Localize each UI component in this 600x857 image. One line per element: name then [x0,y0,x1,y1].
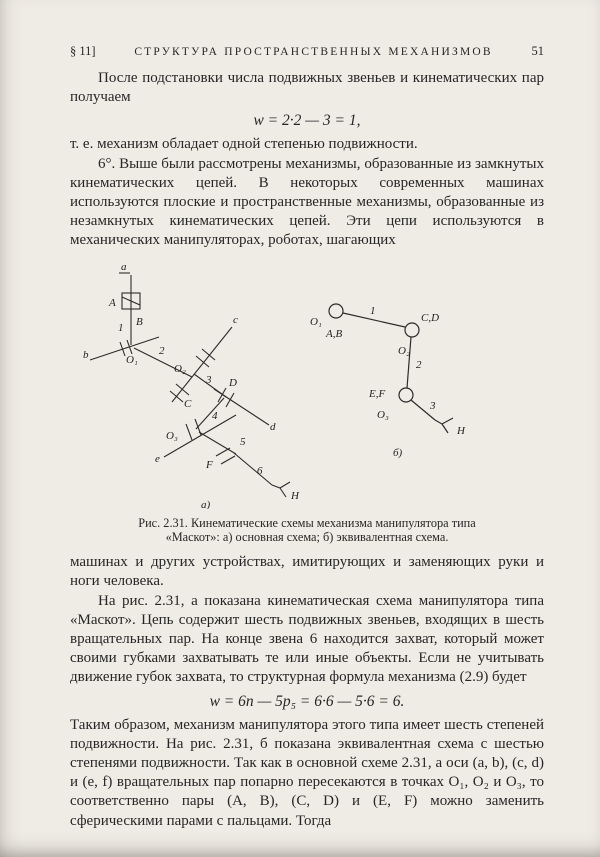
label-axis-c: c [233,313,238,326]
label-joint-D: D [229,376,237,389]
label-eq-EF: E,F [369,387,386,400]
label-eq-link-3: 3 [430,399,436,412]
paragraph-1: После подстановки числа подвижных звеньев и кинематических пар получаем [70,70,544,106]
label-subfig-b: б) [393,446,403,459]
running-title: СТРУКТУРА ПРОСТРАНСТВЕННЫХ МЕХАНИЗМОВ [134,46,493,58]
label-link-6: 6 [257,464,263,477]
label-joint-C: C [184,397,192,410]
formula-mobility-1: w = 2·2 — 3 = 1, [253,112,361,130]
figure-2-31 [64,257,544,514]
main-scheme-drawing [90,273,290,497]
paragraph-6: Таким образом, механизм манипулятора этого типа имеет шесть степеней подвижности. На рис. 2.31, б показана эквивалентная схема с шестью степенями подвижности. Так как в основной схеме 2.31, а оси (a, b), (c, d) и (e, f) вращательных пар попарно пересекаются в точках O₁, O₂ и O₃, то соответственно пары (A, B), (C, D) и (E, F) можно заменить сферическими парами с пальцами. Тогда [70,716,544,829]
section-mark: § 11] [70,44,96,58]
equivalent-scheme-labels [310,305,466,459]
page-number: 51 [531,44,544,58]
paragraph-3: 6°. Выше были рассмотрены механизмы, образованные из замкнутых кинематических цепей. В некоторых современных машинах используются плоские и пространственные механизмы, образованные из незамкнутых кинематических цепей. Эти цепи используются в механических манипуляторах, роботах, шагающих [70,155,544,249]
label-O1: O₁ [126,353,138,366]
label-O2: O₂ [174,362,186,375]
label-link-4: 4 [212,409,218,422]
label-axis-d: d [270,420,276,433]
figure-caption [70,516,544,546]
label-link-2: 2 [159,344,165,357]
kinematic-diagram [64,257,516,509]
formula-mobility-2: w = 6n — 5p₅ = 6·6 — 5·6 = 6. [209,692,405,710]
label-joint-B: B [136,315,143,328]
label-axis-e: e [155,452,160,465]
label-eq-CD: C,D [421,311,440,324]
label-eq-link-2: 2 [416,358,422,371]
label-eq-O3: O₃ [377,408,389,421]
paragraph-5: На рис. 2.31, а показана кинематическая схема манипулятора типа «Маскот». Цепь содержит шесть подвижных звеньев, входящих в шесть вращательных пар. На конце звена 6 находится захват, который может своими губками захватывать те или иные объекты. Если не учитывать движение губок захвата, то структурная формула механизма (2.9) будет [70,592,544,686]
label-eq-H: H [457,424,465,437]
label-link-3: 3 [206,373,212,386]
paragraph-4: машинах и других устройствах, имитирующих и заменяющих руки и ноги человека. [70,554,544,590]
page-header [70,44,544,59]
label-link-1: 1 [118,321,124,334]
label-eq-AB: A,B [326,327,343,340]
main-scheme-labels [83,261,300,509]
label-link-5: 5 [240,435,246,448]
label-joint-A: A [109,296,116,309]
label-subfig-a: а) [201,498,211,509]
label-axis-b: b [83,348,89,361]
label-eq-O1: O₁ [310,315,322,328]
label-O3: O₃ [166,429,178,442]
label-eq-O2: O₂ [398,344,410,357]
label-eq-link-1: 1 [370,304,376,317]
label-grip-H: H [291,489,299,502]
label-axis-a: а [121,260,127,273]
paragraph-2: т. е. механизм обладает одной степенью подвижности. [70,136,418,153]
figure-caption-line-2: «Маскот»: а) основная схема; б) эквивалентная схема. [165,530,449,545]
label-joint-F: F [206,458,213,471]
figure-caption-line-1: Рис. 2.31. Кинематические схемы механизма манипулятора типа [138,515,476,530]
